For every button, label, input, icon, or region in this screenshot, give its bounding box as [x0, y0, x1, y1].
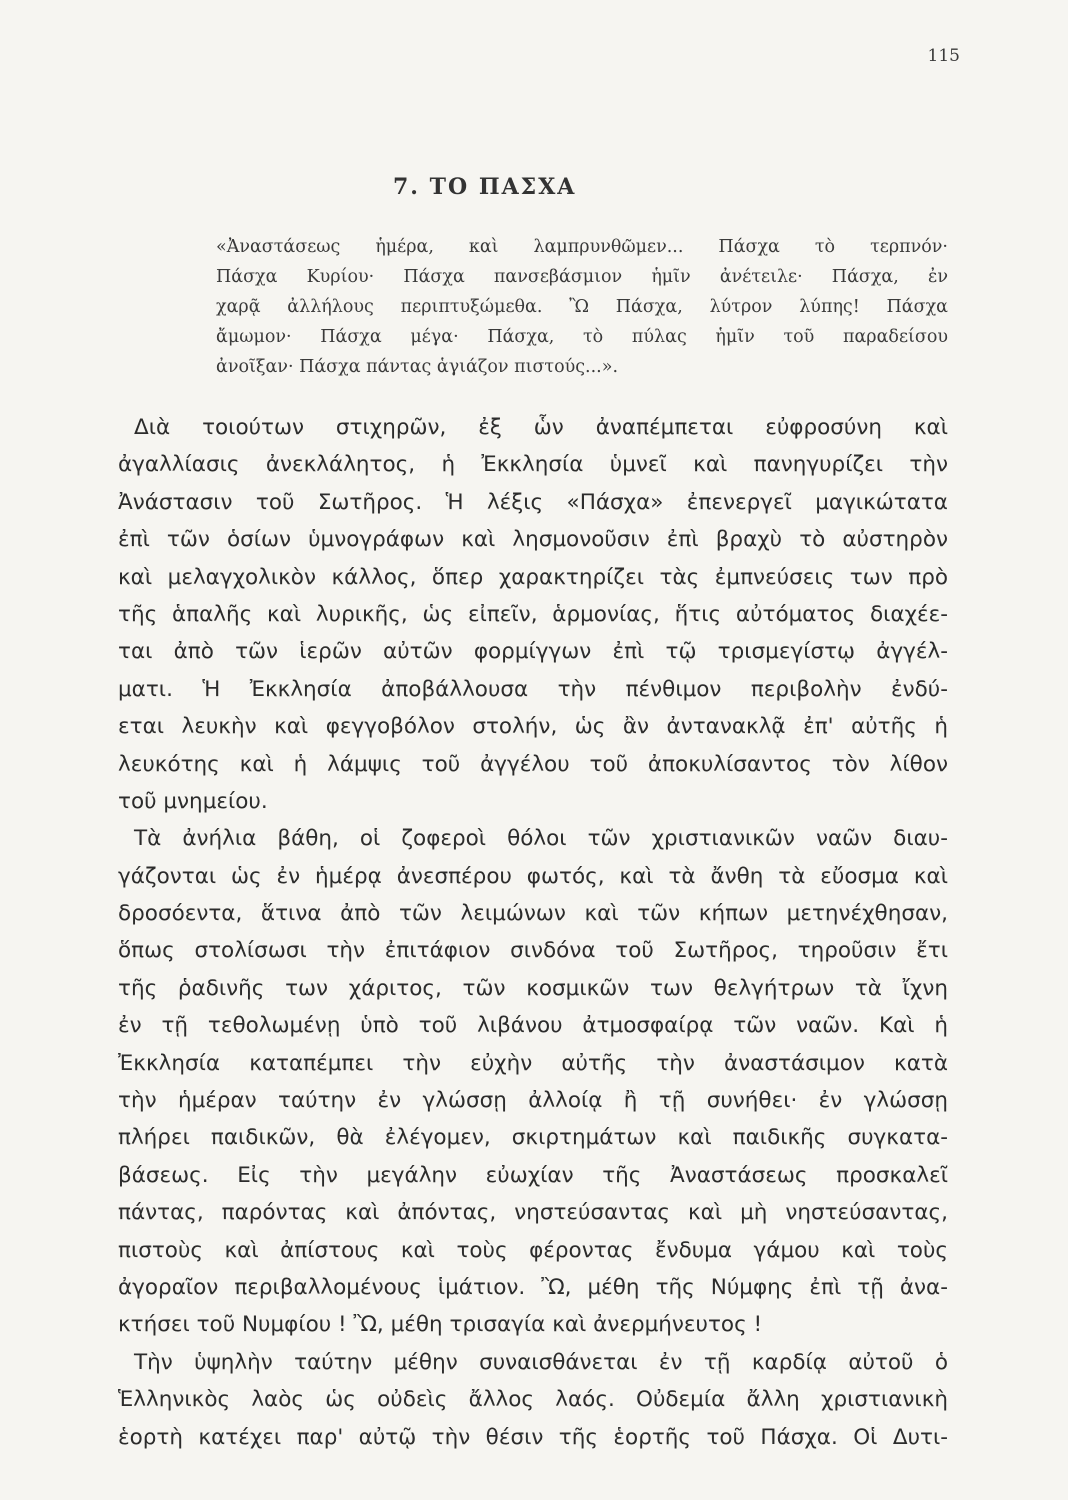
- text-line: καὶ μελαγχολικὸν κάλλος, ὅπερ χαρακτηρίζει τὰς ἐμπνεύσεις των πρὸ: [118, 564, 948, 590]
- text-line: ματι. Ἡ Ἐκκλησία ἀποβάλλουσα τὴν πένθιμον περιβολὴν ἐνδύ-: [118, 676, 948, 702]
- text-line: ὅπως στολίσωσι τὴν ἐπιτάφιον σινδόνα τοῦ Σωτῆρος, τηροῦσιν ἔτι: [118, 938, 948, 964]
- text-line: τὴν ἡμέραν ταύτην ἐν γλώσσῃ ἀλλοίᾳ ἢ τῇ συνήθει· ἐν γλώσσῃ: [118, 1088, 948, 1114]
- text-line: πιστοὺς καὶ ἀπίστους καὶ τοὺς φέροντας ἔνδυμα γάμου καὶ τοὺς: [118, 1237, 948, 1263]
- body-text: [118, 409, 948, 1456]
- text-line: γάζονται ὡς ἐν ἡμέρᾳ ἀνεσπέρου φωτός, καὶ τὰ ἄνθη τὰ εὔοσμα καὶ: [118, 863, 948, 889]
- epigraph-quote: [216, 232, 948, 382]
- text-line: ἑορτὴ κατέχει παρ' αὐτῷ τὴν θέσιν τῆς ἑορτῆς τοῦ Πάσχα. Οἱ Δυτι-: [118, 1424, 948, 1450]
- epigraph-line: Πάσχα Κυρίου· Πάσχα πανσεβάσμιον ἡμῖν ἀνέτειλε· Πάσχα, ἐν: [216, 267, 948, 287]
- text-line: πάντας, παρόντας καὶ ἀπόντας, νηστεύσαντας καὶ μὴ νηστεύσαντας,: [118, 1200, 948, 1226]
- chapter-title: 7. ΤΟ ΠΑΣΧΑ: [393, 174, 577, 200]
- text-line: δροσόεντα, ἅτινα ἀπὸ τῶν λειμώνων καὶ τῶν κήπων μετηνέχθησαν,: [118, 901, 948, 927]
- epigraph-line: ἀνοῖξαν· Πάσχα πάντας ἁγιάζον πιστούς...».: [216, 357, 619, 377]
- text-line: Ἑλληνικὸς λαὸς ὡς οὐδεὶς ἄλλος λαός. Οὐδεμία ἄλλη χριστιανικὴ: [118, 1387, 948, 1413]
- text-line: ἐπὶ τῶν ὁσίων ὑμνογράφων καὶ λησμονοῦσιν ἐπὶ βραχὺ τὸ αὐστηρὸν: [118, 527, 948, 553]
- epigraph-line: «Ἀναστάσεως ἡμέρα, καὶ λαμπρυνθῶμεν... Πάσχα τὸ τερπνόν·: [216, 237, 948, 257]
- text-line: ἐν τῇ τεθολωμένῃ ὑπὸ τοῦ λιβάνου ἀτμοσφαίρᾳ τῶν ναῶν. Καὶ ἡ: [118, 1013, 948, 1039]
- text-line: ται ἀπὸ τῶν ἱερῶν αὐτῶν φορμίγγων ἐπὶ τῷ τρισμεγίστῳ ἀγγέλ-: [118, 639, 948, 665]
- text-line: ἀγοραῖον περιβαλλομένους ἱμάτιον. Ὢ, μέθη τῆς Νύμφης ἐπὶ τῇ ἀνα-: [118, 1274, 948, 1300]
- epigraph-line: χαρᾷ ἀλλήλους περιπτυξώμεθα. Ὢ Πάσχα, λύτρον λύπης! Πάσχα: [216, 297, 948, 317]
- text-line: βάσεως. Εἰς τὴν μεγάλην εὐωχίαν τῆς Ἀναστάσεως προσκαλεῖ: [118, 1162, 948, 1188]
- text-line: τοῦ μνημείου.: [118, 788, 268, 814]
- text-line: πλήρει παιδικῶν, θὰ ἐλέγομεν, σκιρτημάτων καὶ παιδικῆς συγκατα-: [118, 1125, 948, 1151]
- text-line: εται λευκὴν καὶ φεγγοβόλον στολήν, ὡς ἂν ἀντανακλᾷ ἐπ' αὐτῆς ἡ: [118, 714, 948, 740]
- text-line: τῆς ῥαδινῆς των χάριτος, τῶν κοσμικῶν των θελγήτρων τὰ ἴχνη: [118, 975, 948, 1001]
- text-line: Τὰ ἀνήλια βάθη, οἱ ζοφεροὶ θόλοι τῶν χριστιανικῶν ναῶν διαυ-: [134, 826, 948, 852]
- epigraph-line: ἄμωμον· Πάσχα μέγα· Πάσχα, τὸ πύλας ἡμῖν τοῦ παραδείσου: [216, 327, 948, 347]
- text-line: Ἐκκλησία καταπέμπει τὴν εὐχὴν αὐτῆς τὴν ἀναστάσιμον κατὰ: [118, 1050, 948, 1076]
- page-number: 115: [927, 46, 960, 66]
- text-line: τῆς ἁπαλῆς καὶ λυρικῆς, ὡς εἰπεῖν, ἁρμονίας, ἥτις αὐτόματος διαχέε-: [118, 601, 948, 627]
- text-line: Διὰ τοιούτων στιχηρῶν, ἐξ ὧν ἀναπέμπεται εὐφροσύνη καὶ: [134, 415, 948, 440]
- text-line: ἀγαλλίασις ἀνεκλάλητος, ἡ Ἐκκλησία ὑμνεῖ καὶ πανηγυρίζει τὴν: [118, 452, 948, 478]
- text-line: Ἀνάστασιν τοῦ Σωτῆρος. Ἡ λέξις «Πάσχα» ἐπενεργεῖ μαγικώτατα: [118, 489, 948, 515]
- text-line: Τὴν ὑψηλὴν ταύτην μέθην συναισθάνεται ἐν τῇ καρδίᾳ αὐτοῦ ὁ: [134, 1349, 948, 1375]
- text-line: λευκότης καὶ ἡ λάμψις τοῦ ἀγγέλου τοῦ ἀποκυλίσαντος τὸν λίθον: [118, 751, 948, 777]
- text-line: κτήσει τοῦ Νυμφίου ! Ὢ, μέθη τρισαγία καὶ ἀνερμήνευτος !: [118, 1312, 763, 1338]
